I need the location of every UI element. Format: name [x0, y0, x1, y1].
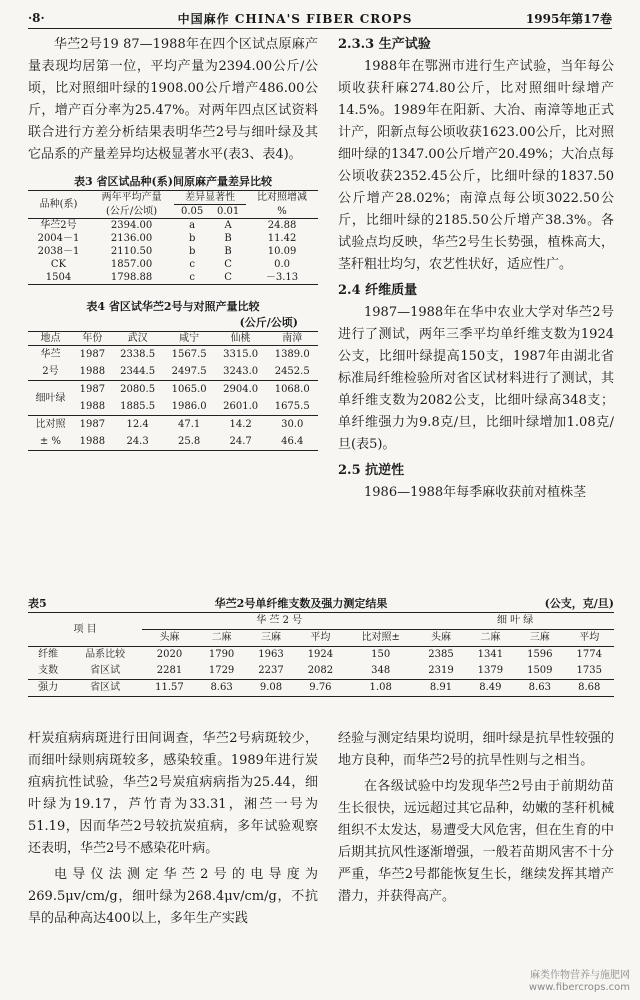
table4-cell: 1987 [79, 349, 106, 360]
issue-label: 1995年第17卷 [525, 11, 612, 26]
table3-cell: c [189, 259, 195, 270]
table5-cell: 9.76 [309, 682, 332, 693]
table5-subheader: 三麻 [260, 632, 281, 643]
table5-cell: 2319 [428, 665, 454, 676]
table4-cell: 30.0 [281, 419, 304, 430]
table3-cell: 11.42 [267, 233, 297, 244]
left-column-top [28, 34, 318, 451]
table3-cell: 2004－1 [37, 233, 80, 244]
table5-cell: 1729 [208, 665, 235, 676]
table5-row-sublabel: 省区试 [90, 682, 121, 693]
table4-header-cell: 仙桃 [230, 333, 251, 344]
heading-2-5: 2.5 抗逆性 [338, 463, 405, 478]
table3-header-avg-unit: (公斤/公顷) [106, 205, 158, 217]
table3-caption: 表3 省区试品种(系)间原麻产量差异比较 [74, 175, 272, 188]
page-number: ·8· [28, 11, 45, 25]
table4-cell: 比对照 [35, 419, 66, 430]
table3-header-sig: 差异显著性 [174, 191, 246, 205]
table5-cell: 1735 [576, 665, 602, 676]
table3-cell: C [224, 259, 232, 270]
table3-cell: 0.0 [274, 259, 290, 270]
table4-cell: 1988 [79, 401, 106, 412]
table4-cell: 2号 [42, 366, 59, 377]
table4-row [28, 381, 318, 399]
table4-cell: ± % [39, 436, 61, 447]
table5-cell: 9.08 [259, 682, 283, 693]
table4-cell: 46.4 [281, 436, 304, 447]
table4-header-cell: 年份 [82, 333, 103, 344]
heading-2-4: 2.4 纤维质量 [338, 283, 418, 298]
table5-cell: 1596 [527, 649, 553, 660]
right-column-bottom [338, 728, 614, 908]
table3-cell: B [224, 246, 232, 257]
table4-header-cell: 南漳 [282, 333, 303, 344]
table5-group2: 细 叶 绿 [416, 613, 614, 630]
table5-cell: 2385 [428, 649, 454, 660]
table5-subheader: 二麻 [480, 632, 501, 643]
table4-caption: 表4 省区试华苎2号与对照产量比较 [86, 300, 260, 313]
table5-cell: 2082 [307, 665, 334, 676]
table4-cell: 14.2 [229, 419, 252, 430]
table4-row [28, 363, 318, 381]
table3-cell: 2038－1 [37, 246, 80, 257]
table4-cell: 1675.5 [274, 401, 310, 412]
table5-group1: 华 苎 2 号 [142, 613, 416, 630]
table3-cell: 10.09 [267, 246, 297, 257]
table5-subheader: 三麻 [529, 632, 550, 643]
table5-subheader: 比对照± [361, 632, 400, 643]
table3-row [28, 245, 318, 258]
table5-cell: 348 [371, 665, 391, 676]
table3-header-p01: 0.01 [216, 206, 240, 217]
journal-title: 中国麻作 CHINA'S FIBER CROPS [177, 11, 413, 26]
table4-cell: 3243.0 [223, 366, 259, 377]
table4-cell: 1068.0 [274, 384, 310, 395]
table3 [28, 190, 318, 285]
table5-cell: 1.08 [369, 682, 392, 693]
table3-row [28, 271, 318, 285]
table5-cell: 2020 [156, 649, 183, 660]
table4-cell: 47.1 [177, 419, 201, 430]
table3-cell: c [189, 272, 195, 283]
table3-cell: C [224, 272, 232, 283]
heading-2-3-3: 2.3.3 生产试验 [338, 37, 431, 52]
table4-cell: 1986.0 [171, 401, 207, 412]
table5-cell: 8.63 [210, 682, 233, 693]
table3-cell: 1857.00 [110, 259, 153, 270]
table4-cell: 3315.0 [223, 349, 259, 360]
watermark-line2: www.fibercrops.com [528, 982, 630, 993]
table4 [28, 331, 318, 451]
table4-cell: 1988 [79, 436, 106, 447]
table4-cell: 2601.0 [223, 401, 259, 412]
table4-cell: 12.4 [126, 419, 149, 430]
table4-header-cell: 咸宁 [179, 333, 200, 344]
table3-cell: 1798.88 [110, 272, 153, 283]
paragraph-stress-resistance: 1986—1988年每季麻收获前对植株茎 [364, 485, 587, 500]
table4-cell: 2452.5 [274, 366, 310, 377]
table4-header-cell: 地点 [40, 333, 61, 344]
table4-cell: 1389.0 [274, 349, 310, 360]
table4-row [28, 433, 318, 451]
table5-row [28, 680, 614, 697]
table4-unit: (公斤/公顷) [239, 316, 298, 329]
table3-row [28, 232, 318, 245]
table3-cell: 2110.50 [110, 246, 153, 257]
table4-cell: 2497.5 [171, 366, 207, 377]
table5-subheader: 二麻 [211, 632, 232, 643]
table3-cell: 华苎2号 [40, 220, 77, 231]
table5-row-label: 强力 [38, 682, 59, 693]
table5-cell: 11.57 [155, 682, 184, 693]
table3-cell: a [189, 220, 196, 231]
table5-subheader: 头麻 [430, 632, 451, 643]
table4-caption-row [28, 299, 318, 315]
table5-item-header: 项 目 [73, 623, 97, 635]
table3-cell: CK [50, 259, 67, 270]
table3-header-ratio-unit: % [277, 205, 287, 217]
table4-cell: 2904.0 [223, 384, 259, 395]
paragraph-drought-conclusion: 经验与测定结果均说明，细叶绿是抗旱性较强的地方良种，而华苎2号的抗旱性则与之相当。 [338, 731, 614, 768]
table4-cell: 1065.0 [171, 384, 207, 395]
table3-cell: 1504 [45, 272, 72, 283]
table4-cell: 1987 [79, 419, 106, 430]
table4-cell: 24.3 [126, 436, 149, 447]
page-header [28, 8, 612, 29]
watermark-line1: 麻类作物营养与施肥网 [530, 970, 630, 981]
table4-header-cell: 武汉 [127, 333, 148, 344]
table5-row-sublabel: 品系比较 [85, 649, 126, 660]
table3-header-variety: 品种(系) [39, 199, 78, 210]
table3-cell: B [224, 233, 232, 244]
table5-cell: 2237 [258, 665, 284, 676]
table5-cell: 8.68 [578, 682, 601, 693]
paragraph-wind-resistance: 在各级试验中均发现华苎2号由于前期幼苗生长很快，远远超过其它品种，幼嫩的茎秆机械组织不太发达，易遭受大风危害，但在生育的中后期其抗风性逐渐增强，一般若苗期风害不十分严重，华苎2号都能恢复生长，继续发挥其增产潜力，并获得高产。 [338, 779, 614, 904]
table4-cell: 2344.5 [120, 366, 156, 377]
table5-cell: 1509 [527, 665, 553, 676]
table4-cell: 25.8 [177, 436, 201, 447]
table3-header-ratio: 比对照增减 [257, 192, 308, 204]
table4-cell: 华苎 [40, 349, 61, 360]
table3-cell: 2136.00 [110, 233, 153, 244]
table5-block [28, 596, 614, 697]
table5-row [28, 647, 614, 664]
table3-cell: 2394.00 [110, 220, 153, 231]
right-column-top [338, 34, 614, 504]
table5-cell: 8.49 [479, 682, 502, 693]
table4-cell: 1988 [79, 366, 106, 377]
table5-title: 华苎2号单纤维支数及强力测定结果 [214, 597, 388, 610]
table4-cell: 2080.5 [120, 384, 156, 395]
table5-unit: (公支，克/旦) [544, 597, 614, 610]
table5-cell: 1341 [477, 649, 504, 660]
table5-subheader: 平均 [310, 632, 331, 643]
table5-row-label: 支数 [38, 665, 59, 676]
table5-subheader: 平均 [579, 632, 600, 643]
left-column-bottom [28, 728, 318, 930]
table3-row [28, 219, 318, 233]
table4-group-label: 细叶绿 [35, 392, 66, 404]
table3-cell: 24.88 [267, 220, 297, 231]
table5-cell: 1774 [576, 649, 602, 660]
table5-row-label: 纤维 [38, 649, 59, 660]
table4-cell: 24.7 [229, 436, 252, 447]
table3-cell: b [188, 246, 196, 257]
table4-row [28, 346, 318, 364]
table4-row [28, 416, 318, 434]
table4-cell: 1987 [79, 384, 106, 395]
table5-cell: 8.63 [528, 682, 551, 693]
table5-row-sublabel: 省区试 [90, 665, 121, 676]
site-watermark [529, 970, 630, 994]
paragraph-drought-conductivity: 电导仪法测定华苎2号的电导度为269.5μv/cm/g，细叶绿为268.4μv/cm/g，不抗旱的品种高达400以上，多年生产实践 [28, 867, 318, 926]
table5 [28, 612, 614, 697]
paragraph-production-trial: 1988年在鄂洲市进行生产试验，当年每公顷收获秆麻274.80公斤，比对照细叶绿增产14.5%。1989年在阳新、大冶、南漳等地正式计产，阳新点每公顷收获1623.00公斤，比对照细叶绿的1347.00公斤增产20.49%；大冶点每公顷收获2352.45公斤，比细叶绿的1837.50公斤增产28.02%；南漳点每公顷3022.50公斤，比细叶绿的2185.50公斤增产38.3%。各试验点均反映，华苎2号生长势强，植株高大，茎秆粗壮均匀，农艺性状好，适应性广。 [338, 59, 614, 272]
paragraph-anthracnose: 杆炭疽病病斑进行田间调查，华苎2号病斑较少，而细叶绿则病斑较多，感染较重。1989年进行炭疽病抗性试验，华苎2号炭疽病病指为25.44，细叶绿为19.17，芦竹青为33.31，湘苎一号为51.19，因而华苎2号较抗炭疽病，多年试验观察还表明，华苎2号不感染花叶病。 [28, 731, 318, 856]
table5-subheader: 头麻 [159, 632, 180, 643]
paragraph-fiber-quality: 1987—1988年在华中农业大学对华苎2号进行了测试，两年三季平均单纤维支数为1924公支，比细叶绿提高150支，1987年由湖北省标准局纤维检验所对省区试材料进行了测试，其单纤维支数为2082公支，比细叶绿高348支；单纤维强力为9.8克/旦，比细叶绿增加1.08克/旦(表5)。 [338, 305, 614, 452]
table5-row [28, 663, 614, 680]
table4-cell: 1567.5 [171, 349, 207, 360]
table5-cell: 1924 [307, 649, 334, 660]
table5-cell: 2281 [156, 665, 183, 676]
table4-cell: 2338.5 [120, 349, 156, 360]
table5-cell: 1379 [477, 665, 504, 676]
table5-cell: 150 [371, 649, 391, 660]
table5-caption: 表5 [28, 597, 47, 610]
table3-row [28, 258, 318, 271]
table5-cell: 1790 [208, 649, 235, 660]
table3-header-p05: 0.05 [181, 206, 204, 217]
table5-cell: 8.91 [429, 682, 453, 693]
table5-caption-row [28, 596, 614, 612]
table3-cell: b [188, 233, 196, 244]
table3-cell: A [224, 220, 232, 231]
table3-cell: －3.13 [265, 272, 299, 283]
table5-cell: 1963 [258, 649, 284, 660]
table4-cell: 1885.5 [120, 401, 156, 412]
paragraph-yield: 华苎2号19 87—1988年在四个区试点原麻产量表现均居第一位，平均产量为2394.00公斤/公顷，比对照细叶绿的1908.00公斤增产486.00公斤，增产百分率为25.47%。对两年四点区试资料联合进行方差分析结果表明华苎2号与细叶绿及其它品系的产量差异均达极显著水平(表3、表4)。 [28, 37, 318, 162]
table3-header-avg: 两年平均产量 [101, 192, 162, 204]
